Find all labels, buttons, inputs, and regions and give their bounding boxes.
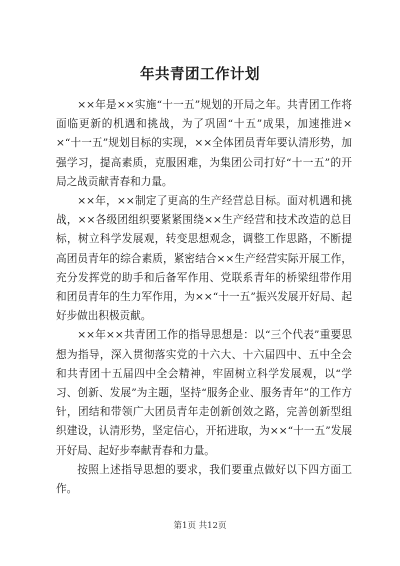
paragraph-intro: ××年是××实施“十一五”规划的开局之年。共青团工作将面临更新的机遇和挑战，为了巩固“十五”成果，加速推进××“十一五”规划目标的实现，××全体团员青年要认清形势，加强学习，提高素质，克服困难，为集团公司打好“十一五”的开局之战贡献青春和力量。	[56, 99, 352, 188]
document-body	[56, 96, 352, 499]
paragraph-guiding-thought: ××年××共青团工作的指导思想是：以“三个代表”重要思想为指导，深入贯彻落实党的十六大、十六届四中、五中全会和共青团十五届四中全会精神，牢固树立科学发展观，以“学习、创新、发展”为主题，坚持“服务企业、服务青年”的工作方针，团结和带领广大团员青年走创新创效之路，完善创新型组织建设，认清形势，坚定信心，开拓进取，为××“十一五”发展开好局、起好步奉献青春和力量。	[56, 329, 352, 457]
paragraph-goals: ××年，××制定了更高的生产经营总目标。面对机遇和挑战，××各级团组织要紧紧围绕××生产经营和技术改造的总目标，树立科学发展观，转变思想观念，调整工作思路，不断提高团员青年的综合素质，紧密结合××生产经营实际开展工作，充分发挥党的助手和后备军作用、党联系青年的桥梁纽带作用和团员青年的生力军作用，为××“十一五”振兴发展开好局、起好步做出积极贡献。	[56, 195, 352, 323]
paragraph-key-work: 按照上述指导思想的要求，我们要重点做好以下四方面工作。	[56, 463, 352, 496]
document-title: 年共青团工作计划	[140, 66, 260, 83]
page-number-footer: 第1页 共12页	[173, 521, 227, 531]
